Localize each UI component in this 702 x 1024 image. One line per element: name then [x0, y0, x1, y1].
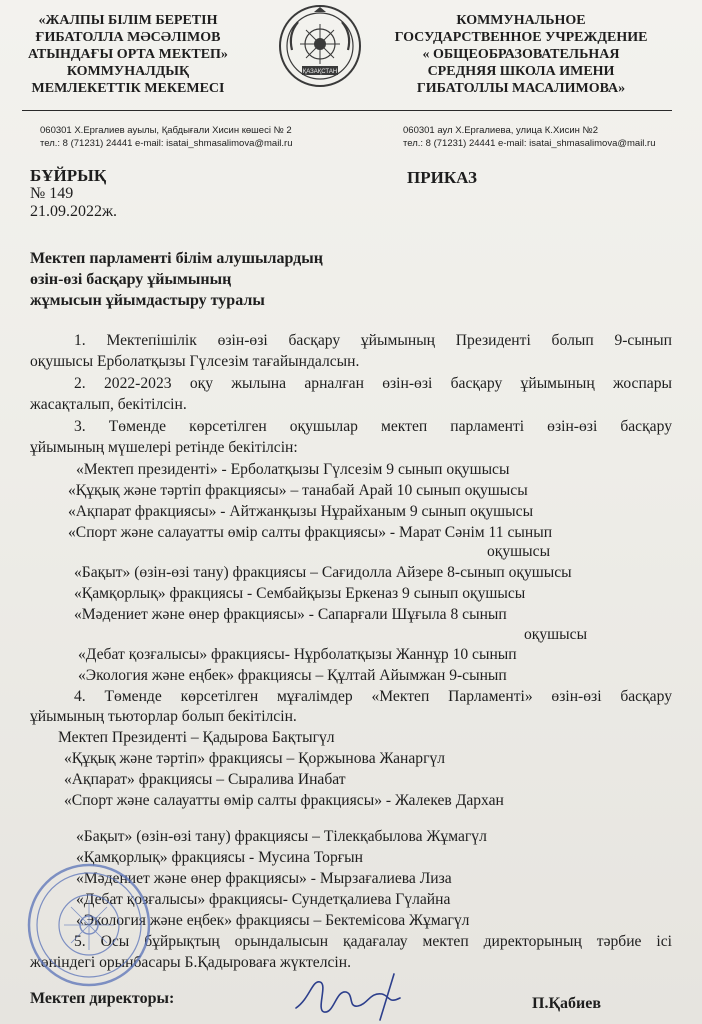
subject-line: жұмысын ұйымдастыру туралы — [30, 292, 265, 309]
state-emblem-icon — [278, 4, 362, 88]
director-name: П.Қабиев — [532, 995, 602, 1012]
order-body-line: 1. Мектепішілік өзін-өзі басқару ұйымының Президенті болып 9-сынып — [74, 332, 672, 349]
header-kz-line: КОММУНАЛДЫҚ — [66, 64, 190, 79]
order-title-ru: ПРИКАЗ — [407, 168, 477, 187]
address-line: тел.: 8 (71231) 24441 e-mail: isatai_shmasalimova@mail.ru — [40, 138, 293, 149]
official-stamp-icon — [26, 862, 152, 988]
header-kz-line: МЕМЛЕКЕТТІК МЕКЕМЕСІ — [31, 81, 225, 96]
header-ru-line: ГОСУДАРСТВЕННОЕ УЧРЕЖДЕНИЕ — [394, 30, 648, 45]
order-body-line: оқушысы Ерболатқызы Гүлсезім тағайындалсын. — [30, 353, 360, 370]
subject-line: Мектеп парламенті білім алушылардың — [30, 250, 323, 267]
order-body-line: «Дебат қозғалысы» фракциясы- Нұрболатқызы Жаннұр 10 сынып — [78, 646, 517, 663]
order-body-line: ұйымының тьюторлар болып бекітілсін. — [30, 708, 297, 725]
order-body-line: «Экология және еңбек» фракциясы – Құлтай Айымжан 9-сынып — [78, 667, 507, 684]
order-body-line: «Қамқорлық» фракциясы - Сембайқызы Еркеназ 9 сынып оқушысы — [74, 585, 526, 602]
order-body-line: 4. Төменде көрсетілген мұғалімдер «Мектеп Парламенті» өзін-өзі басқару — [74, 688, 672, 705]
order-body-line: Мектеп Президенті – Қадырова Бақтыгүл — [58, 729, 335, 746]
order-body-line: 5. Осы бұйрықтың орындалысын қадағалау мектеп директорының тәрбие ісі — [74, 933, 672, 950]
order-body-line: «Спорт және салауатты өмір салты фракциясы» - Марат Сәнім 11 сынып — [68, 524, 553, 541]
order-body-line: жөніндегі орынбасары Б.Қадыроваға жүктелсін. — [30, 954, 351, 971]
order-body-line: «Дебат қозғалысы» фракциясы- Сундетқалиева Гүлайна — [76, 891, 451, 908]
emblem-caption: ҚАЗАҚСТАН — [302, 69, 338, 75]
order-subject — [30, 248, 410, 311]
order-body-line: «Мәдениет және өнер фракциясы» - Мырзағалиева Лиза — [76, 870, 452, 887]
address-line: 060301 аул Х.Ергалиева, улица К.Хисин №2 — [403, 125, 599, 136]
order-body-line: оқушысы — [487, 543, 551, 560]
order-body-line: 3. Төменде көрсетілген оқушылар мектеп парламенті өзін-өзі басқару — [74, 418, 672, 435]
address-kz — [40, 124, 293, 150]
order-body-line: «Ақпарат» фракциясы – Сыралива Инабат — [64, 771, 346, 788]
order-date: 21.09.2022ж. — [30, 203, 118, 220]
order-body-line: ұйымының мүшелері ретінде бекітілсін: — [30, 439, 298, 456]
header-ru-line: КОММУНАЛЬНОЕ — [456, 13, 586, 28]
address-line: 060301 Х.Ергалиев ауылы, Қабдығали Хисин көшесі № 2 — [40, 125, 292, 136]
order-body-line: 2. 2022-2023 оқу жылына арналған өзін-өзі басқару ұйымының жоспары — [74, 375, 672, 392]
header-ru-line: СРЕДНЯЯ ШКОЛА ИМЕНИ — [427, 64, 615, 79]
header-divider — [22, 110, 672, 111]
order-body-line: жасақталып, бекітілсін. — [30, 396, 187, 413]
header-kz-line: ҒИБАТОЛЛА МӘСӘЛІМОВ — [35, 30, 221, 45]
address-line: тел.: 8 (71231) 24441 e-mail: isatai_shmasalimova@mail.ru — [403, 138, 656, 149]
order-body-line: «Мәдениет және өнер фракциясы» - Сапарғали Шұғыла 8 сынып — [74, 606, 507, 623]
header-ru — [390, 12, 652, 97]
header-ru-line: « ОБЩЕОБРАЗОВАТЕЛЬНАЯ — [422, 47, 620, 62]
order-number: № 149 — [30, 185, 74, 202]
address-ru — [403, 124, 656, 150]
header-kz-line: АТЫНДАҒЫ ОРТА МЕКТЕП» — [28, 47, 228, 62]
handwritten-signature-icon — [290, 968, 410, 1024]
order-body-line: «Экология және еңбек» фракциясы – Бектемісова Жұмагүл — [76, 912, 470, 929]
subject-line: өзін-өзі басқару ұйымының — [30, 271, 232, 288]
order-body-line: оқушысы — [524, 626, 588, 643]
order-body-line: «Құқық және тәртіп фракциясы» – танабай Арай 10 сынып оқушысы — [68, 482, 528, 499]
order-title-kz: БҰЙРЫҚ — [30, 166, 107, 185]
order-body-line: «Бақыт» (өзін-өзі тану) фракциясы – Тілекқабылова Жұмагүл — [76, 828, 487, 845]
order-body-line: «Бақыт» (өзін-өзі тану) фракциясы – Сағидолла Айзере 8-сынып оқушысы — [74, 564, 572, 581]
order-body-line: «Құқық және тәртіп» фракциясы – Қоржынова Жанаргүл — [64, 750, 446, 767]
header-ru-line: ГИБАТОЛЛЫ МАСАЛИМОВА» — [416, 81, 626, 96]
header-kz-line: «ЖАЛПЫ БІЛІМ БЕРЕТІН — [38, 13, 218, 28]
order-body-line: «Ақпарат фракциясы» - Айтжанқызы Нұрайханым 9 сынып оқушысы — [68, 503, 534, 520]
header-kz — [12, 12, 244, 97]
order-body-line: «Қамқорлық» фракциясы - Мусина Торғын — [76, 849, 363, 866]
order-body-line: «Спорт және салауатты өмір салты фракциясы» - Жалекев Дархан — [64, 792, 504, 809]
signature-label: Мектеп директоры: — [30, 990, 175, 1007]
order-body-line: «Мектеп президенті» - Ерболатқызы Гүлсезім 9 сынып оқушысы — [76, 461, 510, 478]
